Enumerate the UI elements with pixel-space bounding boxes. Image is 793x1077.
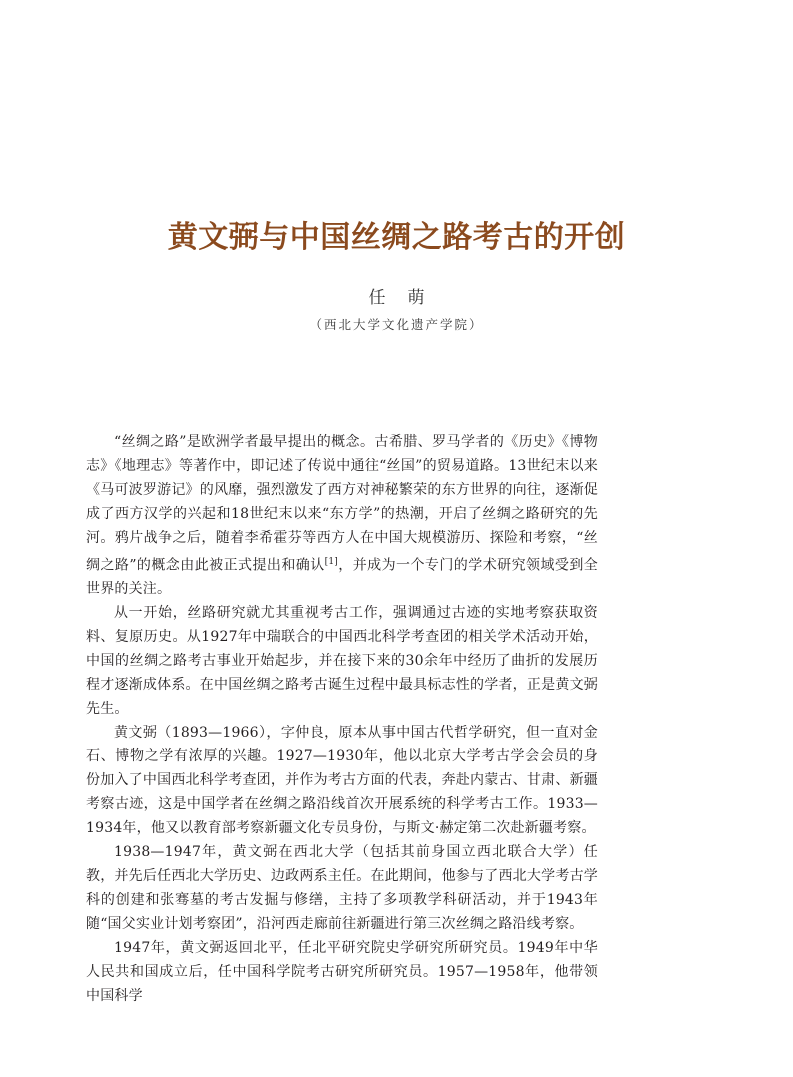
paragraph-text: 1947年，黄文弼返回北平，任北平研究院史学研究所研究员。1949年中华人民共和国成立后，任中国科学院考古研究所研究员。1957—1958年，他带领中国科学 [86, 939, 598, 1004]
paragraph-5 [86, 937, 598, 1009]
paragraph-text: ，并成为一个专门的学术研究领域受到全世界的关注。 [86, 557, 598, 598]
article-title: 黄文弼与中国丝绸之路考古的开创 [167, 220, 626, 255]
paragraph-1 [86, 431, 598, 602]
author-affiliation: （西北大学文化遗产学院） [309, 317, 484, 332]
paragraph-text: 1938—1947年，黄文弼在西北大学（包括其前身国立西北联合大学）任教，并先后任西北大学历史、边政两系主任。在此期间，他参与了西北大学考古学科的创建和张骞墓的考古发掘与修缮，主持了多项教学科研活动，并于1943年随“国父实业计划考察团”，沿河西走廊前往新疆进行第三次丝绸之路沿线考察。 [86, 844, 598, 932]
author-name: 任萌 [368, 288, 447, 308]
paragraph-text: 从一开始，丝路研究就尤其重视考古工作，强调通过古迹的实地考察获取资料、复原历史。从1927年中瑞联合的中国西北科学考查团的相关学术活动开始，中国的丝绸之路考古事业开始起步，并在接下来的30余年中经历了曲折的发展历程才逐渐成体系。在中国丝绸之路考古诞生过程中最具标志性的学者，正是黄文弼先生。 [86, 605, 598, 717]
article-body [86, 431, 598, 1008]
paragraph-2 [86, 602, 598, 722]
paragraph-text: 黄文弼（1893—1966），字仲良，原本从事中国古代哲学研究，但一直对金石、博物之学有浓厚的兴趣。1927—1930年，他以北京大学考古学会会员的身份加入了中国西北科学考查团，并作为考古方面的代表，奔赴内蒙古、甘肃、新疆考察古迹，这是中国学者在丝绸之路沿线首次开展系统的科学考古工作。1933—1934年，他又以教育部考察新疆文化专员身份，与斯文·赫定第二次赴新疆考察。 [86, 724, 598, 837]
paragraph-3 [86, 722, 598, 842]
citation-marker: [1] [324, 556, 339, 567]
paragraph-text: “丝绸之路”是欧洲学者最早提出的概念。古希腊、罗马学者的《历史》《博物志》《地理志》等著作中，即记述了传说中通往“丝国”的贸易道路。13世纪末以来《马可波罗游记》的风靡，强烈激发了西方对神秘繁荣的东方世界的向往，逐渐促成了西方汉学的兴起和18世纪末以来“东方学”的热潮，开启了丝绸之路研究的先河。鸦片战争之后，随着李希霍芬等西方人在中国大规模游历、探险和考察，“丝绸之路”的概念由此被正式提出和确认 [86, 434, 598, 574]
paragraph-4 [86, 841, 598, 937]
